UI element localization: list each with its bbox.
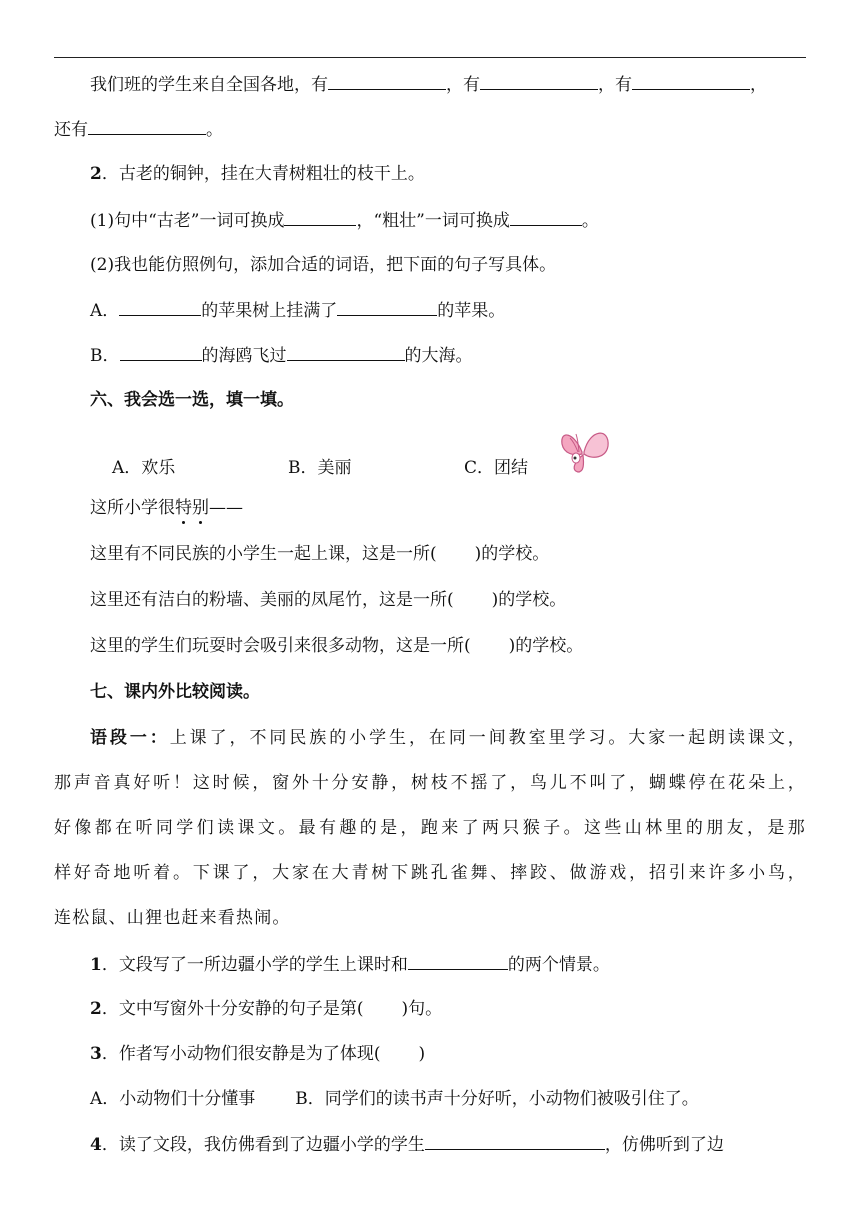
section-6-intro	[90, 496, 243, 520]
sentence-text: )的学校。	[491, 590, 567, 610]
answer-blank[interactable]	[425, 1132, 605, 1150]
example-text: ，有	[598, 75, 632, 95]
dotted-char: 特	[175, 498, 192, 518]
sub-question-1	[90, 208, 599, 233]
passage-line-4: 样好奇地听着。下课了，大家在大青树下跳孔雀舞、摔跤、做游戏，招引来许多小鸟，	[54, 863, 806, 883]
sub-question-2: (2)我也能仿照例句，添加合适的词语，把下面的句子写具体。	[90, 255, 557, 275]
fill-line-b	[90, 343, 473, 368]
sentence-text: )的学校。	[474, 544, 550, 564]
line-label: B．	[90, 346, 120, 366]
sentence-text: 这里还有洁白的粉墙、美丽的凤尾竹，这是一所(	[90, 590, 454, 610]
passage-line-1	[90, 726, 806, 750]
answer-blank[interactable]	[510, 208, 582, 226]
question-text: ．作者写小动物们很安静是为了体现(	[101, 1044, 381, 1064]
line-label: A．	[90, 301, 120, 321]
example-line-2	[54, 117, 223, 142]
answer-blank[interactable]	[120, 343, 202, 361]
sentence-text: 这里的学生们玩耍时会吸引来很多动物，这是一所(	[90, 636, 471, 656]
sentence-text: 这里有不同民族的小学生一起上课，这是一所(	[90, 544, 437, 564]
butterfly-icon	[556, 424, 612, 480]
reading-question-3	[90, 1042, 425, 1066]
question-2	[90, 162, 425, 186]
passage-line-2: 那声音真好听！这时候，窗外十分安静，树枝不摇了，鸟儿不叫了，蝴蝶停在花朵上，	[54, 773, 806, 793]
question-text: ．读了文段，我仿佛看到了边疆小学的学生	[101, 1135, 425, 1155]
reading-question-1	[90, 952, 610, 977]
option-c[interactable]: C．团结	[464, 458, 529, 478]
example-text: 还有	[54, 120, 88, 140]
question-text: ．文段写了一所边疆小学的学生上课时和	[101, 955, 408, 975]
option-b[interactable]: B．同学们的读书声十分好听，小动物们被吸引住了。	[295, 1089, 699, 1109]
header-rule	[54, 57, 806, 58]
answer-blank[interactable]	[119, 298, 201, 316]
section-6-sentence-3	[90, 634, 583, 658]
passage-line-3: 好像都在听同学们读课文。最有趣的是，跑来了两只猴子。这些山林里的朋友，是那	[54, 818, 806, 838]
section-6-title: 六、我会选一选，填一填。	[90, 390, 294, 410]
example-text: ，	[750, 75, 767, 95]
sub-question-text: 。	[581, 211, 599, 231]
fill-line-a	[90, 298, 505, 323]
intro-text: ——	[209, 498, 243, 518]
passage-text: 上课了，不同民族的小学生，在同一间教室里学习。大家一起朗读课文，	[169, 728, 806, 748]
intro-text: 这所小学很	[90, 498, 175, 518]
reading-question-3-options	[90, 1087, 699, 1111]
passage-line-5: 连松鼠、山狸也赶来看热闹。	[54, 908, 291, 928]
option-b[interactable]: B．美丽	[288, 458, 352, 478]
answer-blank[interactable]	[632, 72, 750, 90]
answer-blank[interactable]	[284, 208, 356, 226]
question-text: )句。	[401, 999, 443, 1019]
question-text: ，仿佛听到了边	[604, 1135, 724, 1155]
question-text: ．古老的铜钟，挂在大青树粗壮的枝干上。	[101, 164, 425, 184]
line-text: 的苹果。	[437, 301, 506, 321]
section-7-title: 七、课内外比较阅读。	[90, 682, 260, 702]
question-number: 4	[90, 1135, 102, 1155]
example-line-1	[90, 72, 767, 97]
reading-question-4	[90, 1132, 724, 1157]
answer-blank[interactable]	[328, 72, 446, 90]
question-text: 的两个情景。	[507, 955, 610, 975]
example-text: ，有	[446, 75, 480, 95]
question-text: ．文中写窗外十分安静的句子是第(	[101, 999, 364, 1019]
line-text: 的苹果树上挂满了	[201, 301, 338, 321]
question-number: 3	[90, 1044, 102, 1064]
question-number: 2	[90, 999, 102, 1019]
sub-question-text: ，“粗壮”一词可换成	[356, 211, 510, 231]
answer-blank[interactable]	[337, 298, 437, 316]
answer-blank[interactable]	[287, 343, 405, 361]
answer-blank[interactable]	[480, 72, 598, 90]
sub-question-text: (1)句中“古老”一词可换成	[90, 211, 285, 231]
example-text: 。	[206, 120, 223, 140]
example-text: 我们班的学生来自全国各地，有	[90, 75, 328, 95]
question-text: )	[418, 1044, 426, 1064]
question-number: 2	[90, 164, 102, 184]
sentence-text: )的学校。	[508, 636, 584, 656]
dotted-char: 别	[192, 498, 209, 518]
section-6-sentence-1	[90, 542, 549, 566]
line-text: 的大海。	[404, 346, 473, 366]
reading-question-2	[90, 997, 442, 1021]
option-a[interactable]: A．小动物们十分懂事	[90, 1089, 256, 1109]
question-number: 1	[90, 955, 102, 975]
answer-blank[interactable]	[408, 952, 508, 970]
passage-label: 语段一：	[90, 728, 170, 748]
line-text: 的海鸥飞过	[201, 346, 287, 366]
answer-blank[interactable]	[88, 117, 206, 135]
option-a[interactable]: A．欢乐	[112, 458, 176, 478]
section-6-sentence-2	[90, 588, 566, 612]
